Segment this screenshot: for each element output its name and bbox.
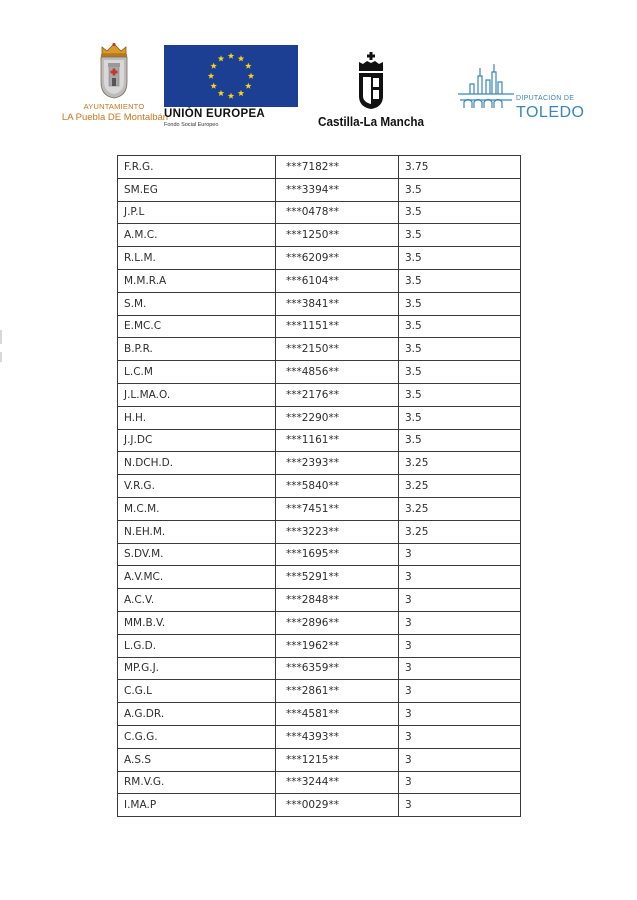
id-code-cell: ***0029** — [276, 794, 399, 817]
initials-cell: L.G.D. — [118, 634, 276, 657]
initials-cell: B.P.R. — [118, 338, 276, 361]
eu-star-icon — [218, 55, 224, 61]
score-cell: 3.5 — [399, 178, 521, 201]
initials-cell: A.G.DR. — [118, 703, 276, 726]
eu-flag — [164, 45, 298, 107]
id-code-cell: ***2393** — [276, 452, 399, 475]
id-code-cell: ***4581** — [276, 703, 399, 726]
score-cell: 3.5 — [399, 361, 521, 384]
score-cell: 3.5 — [399, 292, 521, 315]
initials-cell: J.L.MA.O. — [118, 383, 276, 406]
table-row — [118, 156, 521, 179]
score-cell: 3.5 — [399, 338, 521, 361]
id-code-cell: ***6359** — [276, 657, 399, 680]
score-cell: 3 — [399, 566, 521, 589]
table-row — [118, 520, 521, 543]
results-table — [117, 155, 521, 817]
id-code-cell: ***2848** — [276, 589, 399, 612]
table-row — [118, 680, 521, 703]
initials-cell: J.J.DC — [118, 429, 276, 452]
initials-cell: J.P.L — [118, 201, 276, 224]
score-cell: 3.25 — [399, 497, 521, 520]
table-row — [118, 725, 521, 748]
initials-cell: L.C.M — [118, 361, 276, 384]
scan-mark — [0, 352, 2, 362]
eu-star-icon — [245, 63, 251, 69]
initials-cell: A.V.MC. — [118, 566, 276, 589]
table-row — [118, 475, 521, 498]
eu-subtitle: Fondo Social Europeo — [164, 122, 219, 128]
scan-mark — [0, 330, 2, 344]
eu-star-icon — [248, 73, 254, 79]
score-cell: 3 — [399, 657, 521, 680]
id-code-cell: ***5840** — [276, 475, 399, 498]
id-code-cell: ***2290** — [276, 406, 399, 429]
eu-star-icon — [208, 73, 214, 79]
id-code-cell: ***5291** — [276, 566, 399, 589]
id-code-cell: ***0478** — [276, 201, 399, 224]
table-row — [118, 452, 521, 475]
score-cell: 3.5 — [399, 383, 521, 406]
score-cell: 3 — [399, 703, 521, 726]
castilla-la-mancha-name: Castilla-La Mancha — [317, 114, 424, 129]
score-cell: 3 — [399, 543, 521, 566]
initials-cell: V.R.G. — [118, 475, 276, 498]
initials-cell: S.DV.M. — [118, 543, 276, 566]
score-cell: 3.5 — [399, 429, 521, 452]
eu-star-icon — [210, 63, 216, 69]
initials-cell: M.C.M. — [118, 497, 276, 520]
table-row — [118, 292, 521, 315]
score-cell: 3.5 — [399, 315, 521, 338]
table-row — [118, 338, 521, 361]
score-cell: 3.25 — [399, 475, 521, 498]
initials-cell: F.R.G. — [118, 156, 276, 179]
score-cell: 3.5 — [399, 201, 521, 224]
id-code-cell: ***2150** — [276, 338, 399, 361]
id-code-cell: ***6104** — [276, 269, 399, 292]
initials-cell: SM.EG — [118, 178, 276, 201]
id-code-cell: ***1250** — [276, 224, 399, 247]
score-cell: 3.25 — [399, 520, 521, 543]
table-row — [118, 771, 521, 794]
initials-cell: MP.G.J. — [118, 657, 276, 680]
diputacion-toledo-logo — [456, 62, 586, 126]
initials-cell: A.M.C. — [118, 224, 276, 247]
eu-star-icon — [218, 90, 224, 96]
initials-cell: A.S.S — [118, 748, 276, 771]
score-cell: 3.5 — [399, 269, 521, 292]
table-row — [118, 611, 521, 634]
id-code-cell: ***1151** — [276, 315, 399, 338]
id-code-cell: ***7182** — [276, 156, 399, 179]
table-row — [118, 543, 521, 566]
score-cell: 3.25 — [399, 452, 521, 475]
score-cell: 3 — [399, 771, 521, 794]
score-cell: 3 — [399, 748, 521, 771]
score-cell: 3 — [399, 634, 521, 657]
id-code-cell: ***3394** — [276, 178, 399, 201]
score-cell: 3 — [399, 725, 521, 748]
id-code-cell: ***6209** — [276, 247, 399, 270]
id-code-cell: ***1695** — [276, 543, 399, 566]
score-cell: 3.5 — [399, 247, 521, 270]
initials-cell: RM.V.G. — [118, 771, 276, 794]
id-code-cell: ***4393** — [276, 725, 399, 748]
table-row — [118, 566, 521, 589]
table-row — [118, 315, 521, 338]
initials-cell: M.M.R.A — [118, 269, 276, 292]
table-row — [118, 247, 521, 270]
initials-cell: MM.B.V. — [118, 611, 276, 634]
eu-stars-icon — [164, 45, 298, 107]
score-cell: 3 — [399, 794, 521, 817]
castilla-la-mancha-emblem-icon — [354, 52, 388, 110]
table-row — [118, 269, 521, 292]
initials-cell: A.C.V. — [118, 589, 276, 612]
table-row — [118, 634, 521, 657]
score-cell: 3.75 — [399, 156, 521, 179]
diputacion-city: TOLEDO — [516, 104, 585, 121]
score-cell: 3.5 — [399, 406, 521, 429]
table-row — [118, 497, 521, 520]
results-table-body — [118, 156, 521, 817]
eu-star-icon — [228, 53, 234, 59]
initials-cell: N.DCH.D. — [118, 452, 276, 475]
initials-cell: N.EH.M. — [118, 520, 276, 543]
id-code-cell: ***3223** — [276, 520, 399, 543]
table-row — [118, 589, 521, 612]
table-row — [118, 748, 521, 771]
id-code-cell: ***3244** — [276, 771, 399, 794]
toledo-skyline-icon — [456, 62, 516, 122]
table-row — [118, 794, 521, 817]
eu-star-icon — [210, 83, 216, 89]
id-code-cell: ***1962** — [276, 634, 399, 657]
ayuntamiento-logo — [61, 42, 169, 126]
table-row — [118, 429, 521, 452]
initials-cell: C.G.L — [118, 680, 276, 703]
table-row — [118, 361, 521, 384]
ayuntamiento-town: LA Puebla DE Montalbán — [61, 112, 169, 123]
score-cell: 3 — [399, 589, 521, 612]
eu-star-icon — [245, 83, 251, 89]
table-row — [118, 383, 521, 406]
id-code-cell: ***2861** — [276, 680, 399, 703]
id-code-cell: ***3841** — [276, 292, 399, 315]
table-row — [118, 224, 521, 247]
table-row — [118, 657, 521, 680]
table-row — [118, 178, 521, 201]
id-code-cell: ***4856** — [276, 361, 399, 384]
table-row — [118, 201, 521, 224]
initials-cell: S.M. — [118, 292, 276, 315]
initials-cell: C.G.G. — [118, 725, 276, 748]
eu-logo — [162, 45, 300, 133]
initials-cell: I.MA.P — [118, 794, 276, 817]
table-row — [118, 406, 521, 429]
table-row — [118, 703, 521, 726]
id-code-cell: ***1161** — [276, 429, 399, 452]
ayuntamiento-label: AYUNTAMIENTO — [83, 102, 145, 111]
id-code-cell: ***2896** — [276, 611, 399, 634]
eu-star-icon — [238, 55, 244, 61]
initials-cell: H.H. — [118, 406, 276, 429]
initials-cell: E.MC.C — [118, 315, 276, 338]
diputacion-label: DIPUTACIÓN DE — [516, 95, 575, 102]
id-code-cell: ***1215** — [276, 748, 399, 771]
initials-cell: R.L.M. — [118, 247, 276, 270]
coat-of-arms-icon — [97, 42, 131, 100]
score-cell: 3.5 — [399, 224, 521, 247]
castilla-la-mancha-logo — [310, 52, 432, 132]
eu-title: UNIÓN EUROPEA — [164, 108, 266, 120]
score-cell: 3 — [399, 680, 521, 703]
eu-star-icon — [238, 90, 244, 96]
id-code-cell: ***2176** — [276, 383, 399, 406]
eu-star-icon — [228, 93, 234, 99]
id-code-cell: ***7451** — [276, 497, 399, 520]
score-cell: 3 — [399, 611, 521, 634]
